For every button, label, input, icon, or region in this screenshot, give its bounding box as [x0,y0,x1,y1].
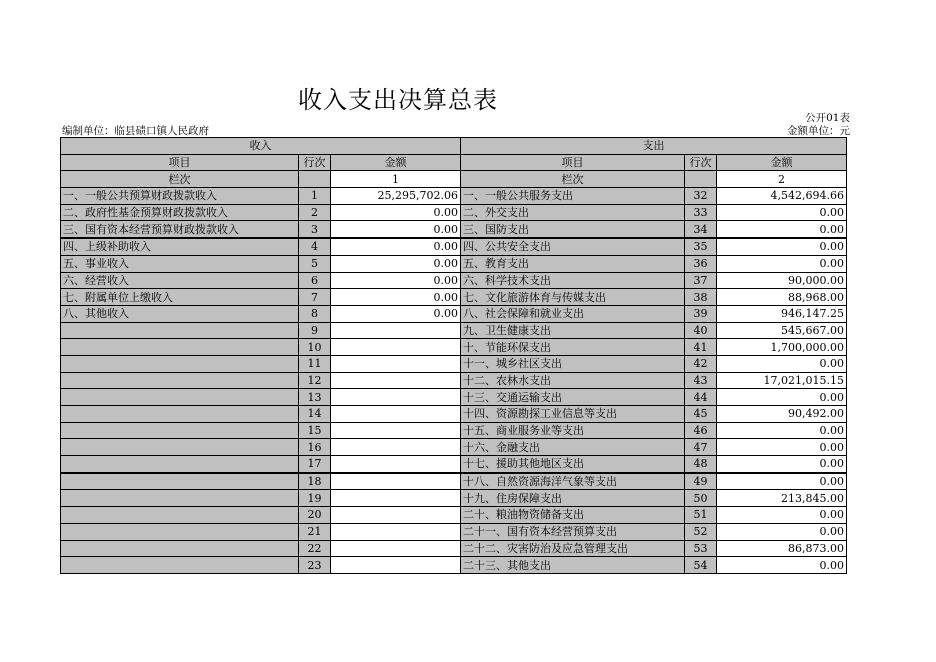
income-rowno-cell: 18 [299,473,331,490]
income-amount-cell: 25,295,702.06 [331,188,461,205]
income-rowno-cell: 15 [299,422,331,439]
section-header-row [61,138,847,155]
income-rowno-cell: 13 [299,389,331,406]
table-row [61,221,847,238]
income-rowno-cell: 19 [299,490,331,507]
income-item-cell: 五、事业收入 [61,255,299,272]
summary-table [60,137,847,574]
expense-rowno-cell: 38 [685,289,717,306]
table-row [61,339,847,356]
income-item-cell: 四、上级补助收入 [61,238,299,255]
table-row [61,490,847,507]
table-row [61,389,847,406]
income-rowno-cell: 17 [299,456,331,473]
expense-amount-cell: 1,700,000.00 [717,339,847,356]
income-amount-cell [331,389,461,406]
expense-item-cell: 十一、城乡社区支出 [461,355,685,372]
table-row [61,439,847,456]
table-row [61,422,847,439]
expense-rowno-cell: 47 [685,439,717,456]
table-row [61,238,847,255]
expense-rowno-cell: 43 [685,372,717,389]
expense-item-cell: 十、节能环保支出 [461,339,685,356]
table-row [61,473,847,490]
table-row [61,507,847,524]
income-amount-cell: 0.00 [331,221,461,238]
income-item-cell [61,507,299,524]
table-row [61,188,847,205]
income-amount-cell [331,540,461,557]
income-amount-cell: 0.00 [331,272,461,289]
expense-rowno-cell: 39 [685,305,717,322]
form-code: 公开01表 [805,112,850,124]
income-item-cell [61,540,299,557]
expense-rowno-cell: 50 [685,490,717,507]
expense-item-cell: 十七、援助其他地区支出 [461,456,685,473]
income-amount-cell [331,507,461,524]
table-row [61,406,847,423]
income-amount-cell [331,456,461,473]
expense-amount-cell: 0.00 [717,389,847,406]
blank-cell [685,171,717,188]
income-rowno-cell: 20 [299,507,331,524]
income-item-cell [61,456,299,473]
expense-rowno-cell: 54 [685,557,717,574]
income-item-cell [61,372,299,389]
income-amount-cell [331,355,461,372]
income-rowno-cell: 12 [299,372,331,389]
expense-item-cell: 二、外交支出 [461,204,685,221]
expense-item-cell: 二十、粮油物资储备支出 [461,507,685,524]
income-item-cell [61,389,299,406]
expense-rowno-header: 行次 [685,154,717,171]
income-rowno-cell: 10 [299,339,331,356]
expense-amount-cell: 17,021,015.15 [717,372,847,389]
income-header: 收入 [61,138,461,155]
income-column-number: 1 [331,171,461,188]
expense-item-cell: 九、卫生健康支出 [461,322,685,339]
expense-item-cell: 三、国防支出 [461,221,685,238]
income-rowno-cell: 9 [299,322,331,339]
income-item-cell: 一、一般公共预算财政拨款收入 [61,188,299,205]
income-amount-cell [331,339,461,356]
income-amount-cell [331,490,461,507]
expense-column-number: 2 [717,171,847,188]
income-amount-cell [331,372,461,389]
income-item-cell [61,339,299,356]
income-item-cell: 八、其他收入 [61,305,299,322]
expense-rowno-cell: 42 [685,355,717,372]
expense-rowno-cell: 51 [685,507,717,524]
table-row [61,456,847,473]
expense-header: 支出 [461,138,847,155]
income-rowno-cell: 14 [299,406,331,423]
expense-rowno-cell: 52 [685,523,717,540]
expense-item-header: 项目 [461,154,685,171]
income-amount-cell: 0.00 [331,238,461,255]
expense-amount-header: 金额 [717,154,847,171]
expense-amount-cell: 0.00 [717,439,847,456]
income-item-cell [61,439,299,456]
expense-item-cell: 五、教育支出 [461,255,685,272]
income-item-header: 项目 [61,154,299,171]
expense-item-cell: 七、文化旅游体育与传媒支出 [461,289,685,306]
income-rowno-cell: 4 [299,238,331,255]
expense-rowno-cell: 41 [685,339,717,356]
expense-amount-cell: 0.00 [717,422,847,439]
income-rowno-cell: 6 [299,272,331,289]
table-row [61,355,847,372]
income-rowno-cell: 21 [299,523,331,540]
income-amount-cell: 0.00 [331,204,461,221]
expense-column-label: 栏次 [461,171,685,188]
expense-amount-cell: 213,845.00 [717,490,847,507]
income-rowno-header: 行次 [299,154,331,171]
expense-rowno-cell: 35 [685,238,717,255]
table-row [61,272,847,289]
expense-amount-cell: 88,968.00 [717,289,847,306]
expense-rowno-cell: 36 [685,255,717,272]
expense-amount-cell: 0.00 [717,255,847,272]
income-amount-cell [331,473,461,490]
expense-rowno-cell: 44 [685,389,717,406]
table-row [61,255,847,272]
amount-unit: 金额单位：元 [787,125,850,137]
income-rowno-cell: 7 [299,289,331,306]
expense-amount-cell: 0.00 [717,221,847,238]
expense-amount-cell: 0.00 [717,523,847,540]
expense-amount-cell: 90,492.00 [717,406,847,423]
income-amount-cell [331,557,461,574]
income-rowno-cell: 16 [299,439,331,456]
expense-item-cell: 十九、住房保障支出 [461,490,685,507]
expense-rowno-cell: 45 [685,406,717,423]
income-amount-cell [331,422,461,439]
expense-item-cell: 十三、交通运输支出 [461,389,685,406]
table-row [61,204,847,221]
expense-item-cell: 十六、金融支出 [461,439,685,456]
income-rowno-cell: 22 [299,540,331,557]
expense-item-cell: 十八、自然资源海洋气象等支出 [461,473,685,490]
income-item-cell [61,523,299,540]
expense-amount-cell: 0.00 [717,355,847,372]
expense-amount-cell: 0.00 [717,557,847,574]
income-amount-cell: 0.00 [331,255,461,272]
expense-item-cell: 十二、农林水支出 [461,372,685,389]
column-header-row [61,154,847,171]
income-amount-cell: 0.00 [331,289,461,306]
income-amount-cell [331,406,461,423]
expense-item-cell: 十四、资源勘探工业信息等支出 [461,406,685,423]
income-amount-cell [331,523,461,540]
income-item-cell: 六、经营收入 [61,272,299,289]
expense-amount-cell: 0.00 [717,204,847,221]
expense-rowno-cell: 46 [685,422,717,439]
income-amount-cell [331,439,461,456]
expense-amount-cell: 90,000.00 [717,272,847,289]
income-item-cell [61,473,299,490]
income-amount-cell: 0.00 [331,305,461,322]
income-amount-cell [331,322,461,339]
expense-item-cell: 二十一、国有资本经营预算支出 [461,523,685,540]
expense-item-cell: 六、科学技术支出 [461,272,685,289]
income-item-cell: 二、政府性基金预算财政拨款收入 [61,204,299,221]
expense-rowno-cell: 49 [685,473,717,490]
expense-item-cell: 一、一般公共服务支出 [461,188,685,205]
blank-cell [299,171,331,188]
column-number-row [61,171,847,188]
expense-item-cell: 二十二、灾害防治及应急管理支出 [461,540,685,557]
expense-rowno-cell: 33 [685,204,717,221]
income-amount-header: 金额 [331,154,461,171]
expense-rowno-cell: 34 [685,221,717,238]
expense-rowno-cell: 37 [685,272,717,289]
income-rowno-cell: 3 [299,221,331,238]
expense-amount-cell: 86,873.00 [717,540,847,557]
income-item-cell [61,355,299,372]
expense-amount-cell: 0.00 [717,473,847,490]
income-item-cell [61,322,299,339]
expense-amount-cell: 0.00 [717,238,847,255]
income-item-cell: 三、国有资本经营预算财政拨款收入 [61,221,299,238]
expense-rowno-cell: 48 [685,456,717,473]
table-row [61,305,847,322]
expense-amount-cell: 545,667.00 [717,322,847,339]
expense-item-cell: 二十三、其他支出 [461,557,685,574]
compile-unit: 编制单位：临县碛口镇人民政府 [62,125,209,137]
income-rowno-cell: 5 [299,255,331,272]
income-rowno-cell: 2 [299,204,331,221]
income-rowno-cell: 1 [299,188,331,205]
expense-amount-cell: 946,147.25 [717,305,847,322]
expense-rowno-cell: 40 [685,322,717,339]
expense-rowno-cell: 53 [685,540,717,557]
income-item-cell [61,406,299,423]
table-row [61,540,847,557]
table-row [61,557,847,574]
income-rowno-cell: 8 [299,305,331,322]
income-rowno-cell: 11 [299,355,331,372]
income-item-cell [61,490,299,507]
table-row [61,523,847,540]
expense-item-cell: 十五、商业服务业等支出 [461,422,685,439]
table-row [61,322,847,339]
income-column-label: 栏次 [61,171,299,188]
expense-amount-cell: 0.00 [717,507,847,524]
expense-rowno-cell: 32 [685,188,717,205]
expense-amount-cell: 0.00 [717,456,847,473]
expense-amount-cell: 4,542,694.66 [717,188,847,205]
expense-item-cell: 八、社会保障和就业支出 [461,305,685,322]
income-rowno-cell: 23 [299,557,331,574]
income-item-cell [61,422,299,439]
table-row [61,289,847,306]
page-title: 收入支出决算总表 [298,86,498,114]
table-row [61,372,847,389]
income-item-cell [61,557,299,574]
income-item-cell: 七、附属单位上缴收入 [61,289,299,306]
expense-item-cell: 四、公共安全支出 [461,238,685,255]
